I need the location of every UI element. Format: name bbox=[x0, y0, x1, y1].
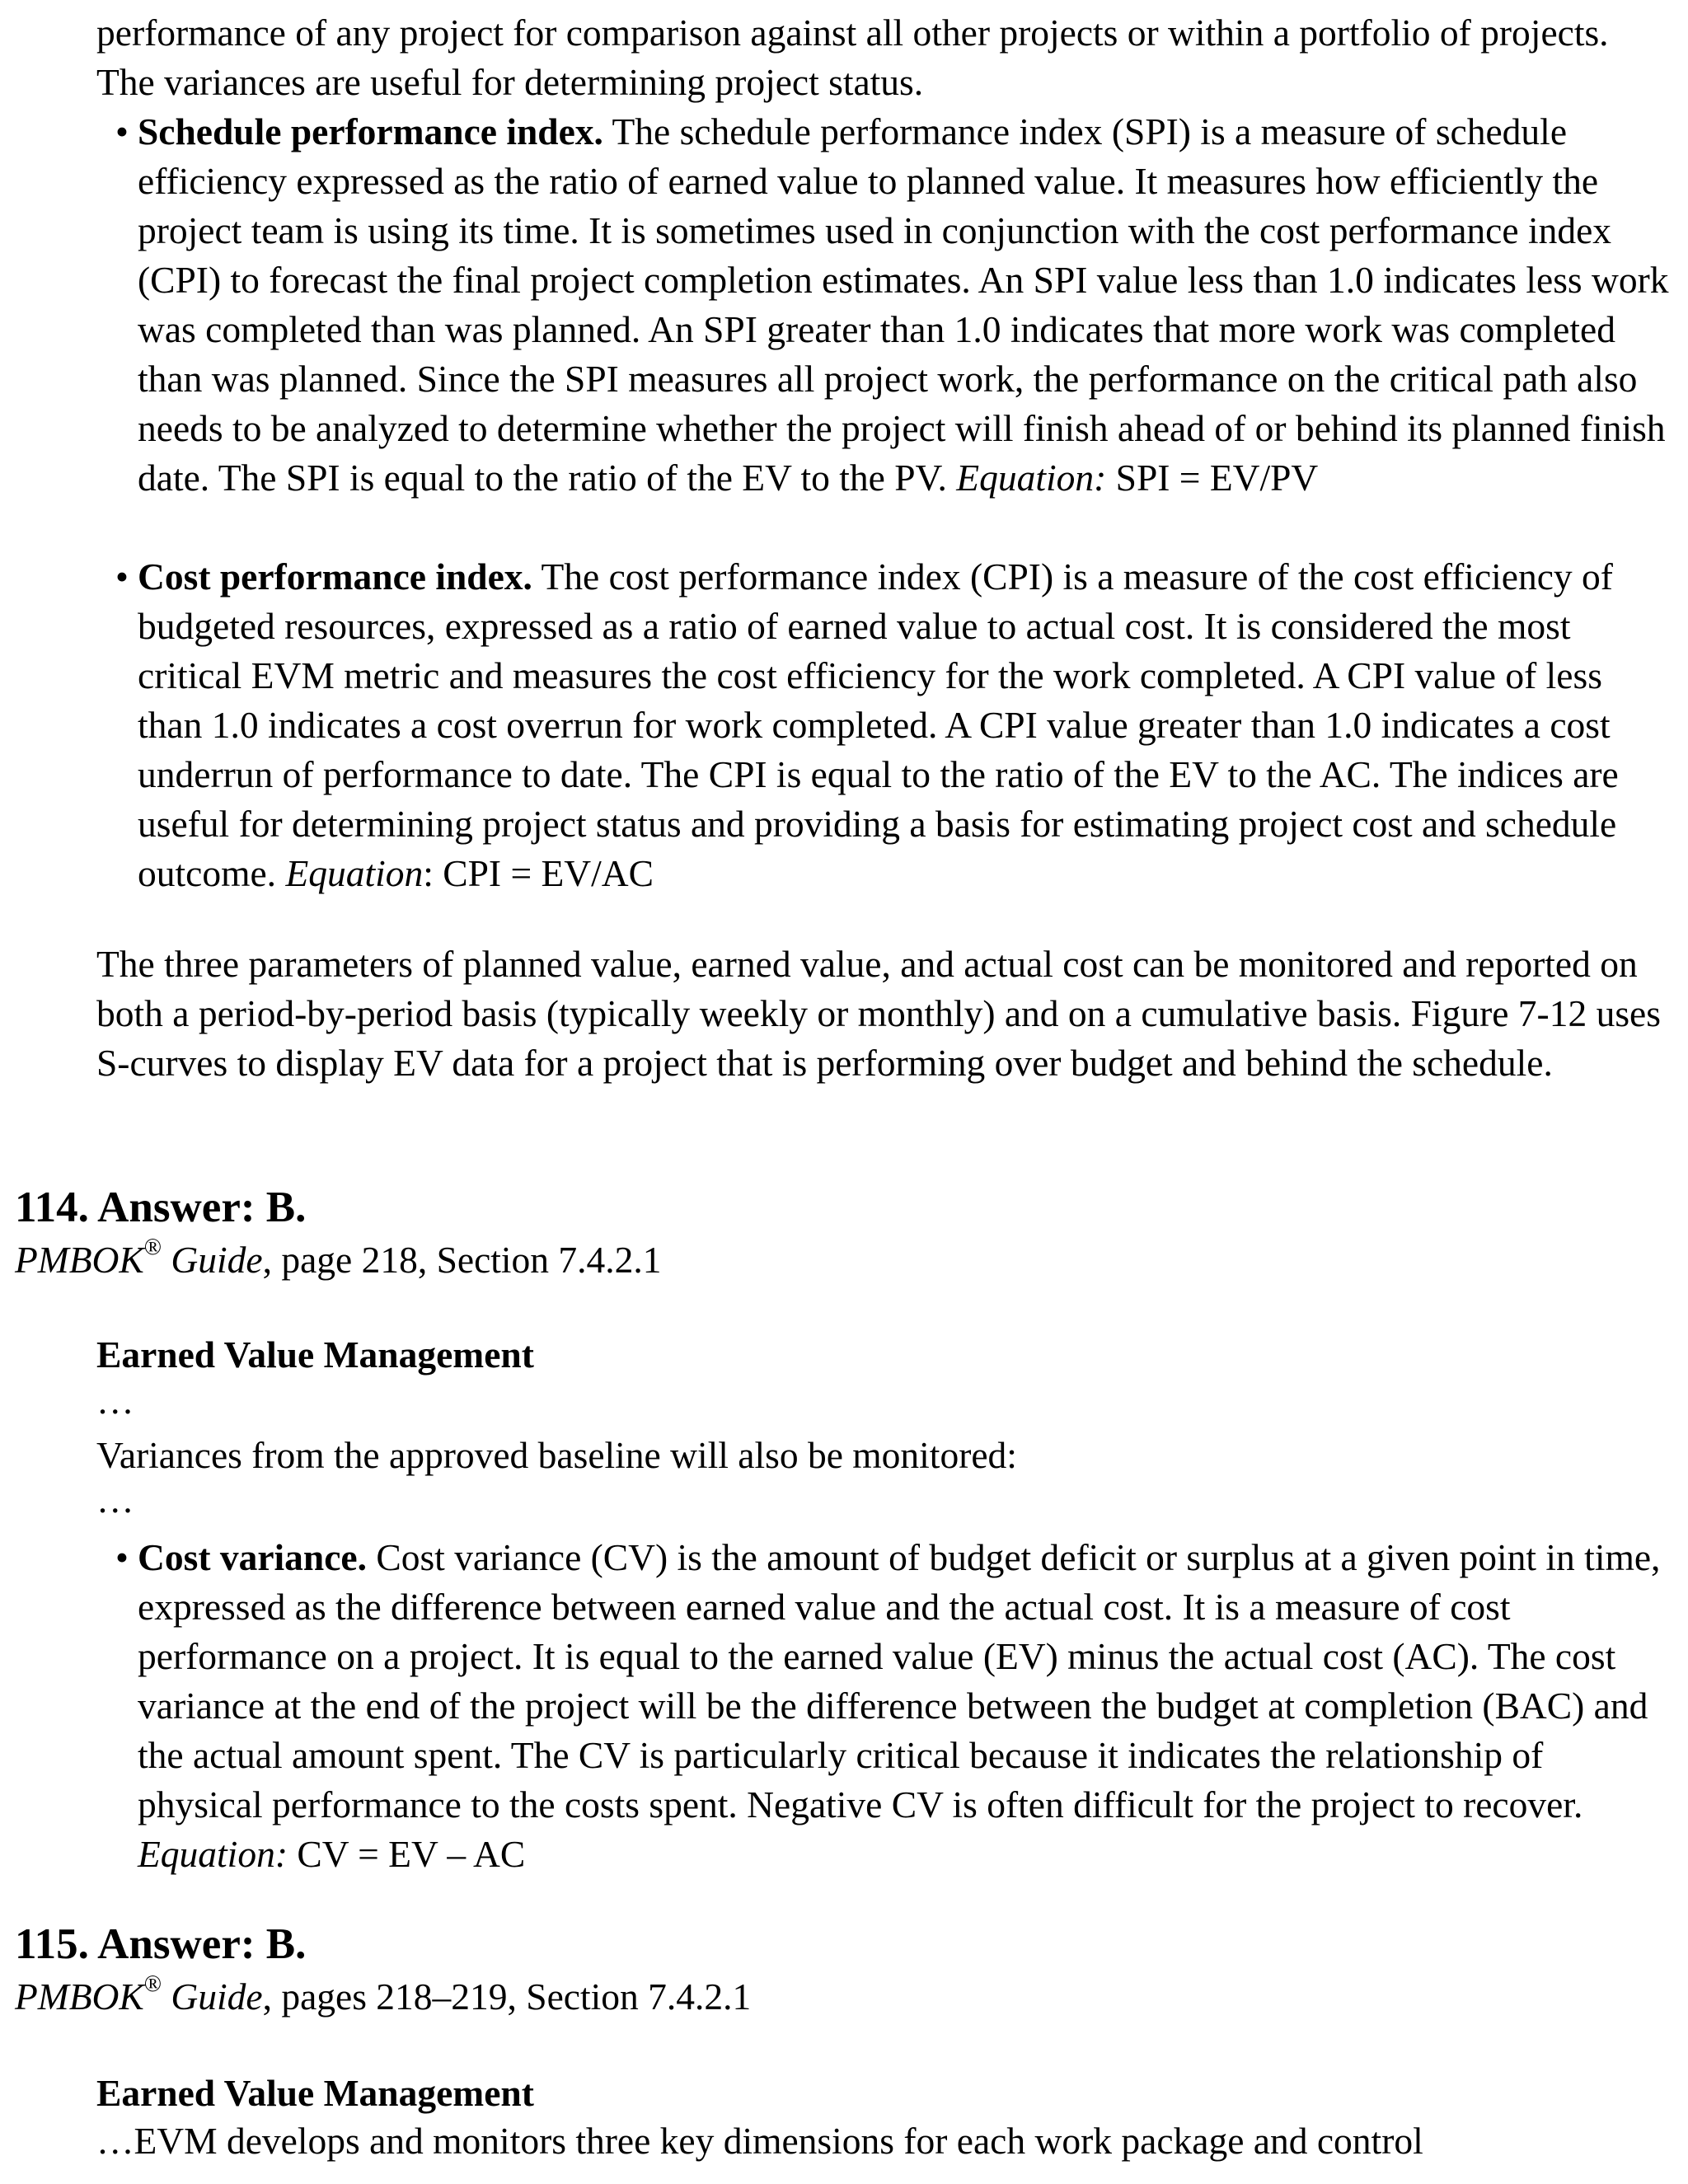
answer-115-subheading: Earned Value Management bbox=[96, 2072, 534, 2114]
ref-guide-word: Guide bbox=[161, 1239, 263, 1281]
cpi-bullet-item bbox=[0, 552, 1688, 898]
answer-114-subheading: Earned Value Management bbox=[96, 1333, 534, 1376]
cpi-equation: : CPI = EV/AC bbox=[423, 852, 654, 894]
bullet-glyph: • bbox=[115, 555, 129, 598]
ref-book-title: PMBOK bbox=[15, 1975, 144, 2018]
cv-term: Cost variance. bbox=[138, 1536, 367, 1578]
spi-equation: SPI = EV/PV bbox=[1106, 457, 1319, 499]
cv-body: Cost variance (CV) is the amount of budget deficit or surplus at a given point in time, expressed as the difference between earned value and the actual cost. It is a measure of cost performance on a project. It is equal to the earned value (EV) minus the actual cost (AC). The cost variance at the end of the project will be the difference between the budget at completion (BAC) and the actual amount spent. The CV is particularly critical because it indicates the relationship of physical performance to the costs spent. Negative CV is often difficult for the project to recover. bbox=[138, 1536, 1661, 1825]
bullet-glyph: • bbox=[115, 1536, 129, 1578]
spi-equation-label: Equation: bbox=[956, 457, 1107, 499]
answer-115-reference bbox=[0, 1971, 751, 2022]
intro-paragraph bbox=[0, 8, 1688, 107]
registered-mark: ® bbox=[143, 1971, 162, 1997]
cpi-term: Cost performance index. bbox=[138, 555, 532, 598]
bullet-glyph: • bbox=[115, 110, 129, 152]
registered-mark: ® bbox=[143, 1234, 162, 1260]
answer-114-reference bbox=[0, 1235, 662, 1286]
answer-114-heading: 114. Answer: B. bbox=[15, 1183, 307, 1231]
ref-location: , pages 218–219, Section 7.4.2.1 bbox=[262, 1975, 752, 2018]
parameters-paragraph bbox=[0, 940, 1688, 1088]
intro-text: performance of any project for comparison against all other projects or within a portfolio of projects. The variances are useful for determining project status. bbox=[96, 12, 1609, 103]
ellipsis: … bbox=[96, 1380, 134, 1422]
ref-location: , page 218, Section 7.4.2.1 bbox=[262, 1239, 662, 1281]
spi-term: Schedule performance index. bbox=[138, 110, 603, 152]
variances-line: Variances from the approved baseline will also be monitored: bbox=[96, 1434, 1017, 1476]
cv-bullet-item bbox=[0, 1533, 1688, 1879]
cv-equation: CV = EV – AC bbox=[287, 1833, 526, 1875]
spi-bullet-item bbox=[0, 107, 1688, 503]
parameters-text: The three parameters of planned value, earned value, and actual cost can be monitored and reported on both a period-by-period basis (typically weekly or monthly) and on a cumulative basis. Figure 7-12 uses S-curves to display EV data for a project that is performing over budget and behind the schedule. bbox=[96, 943, 1661, 1084]
evm-text-line: …EVM develops and monitors three key dimensions for each work package and control bbox=[96, 2120, 1423, 2162]
spi-body: The schedule performance index (SPI) is a measure of schedule efficiency expressed as the ratio of earned value to planned value. It measures how efficiently the project team is using its time. It is sometimes used in conjunction with the cost performance index (CPI) to forecast the final project completion estimates. An SPI value less than 1.0 indicates less work was completed than was planned. An SPI greater than 1.0 indicates that more work was completed than was planned. Since the SPI measures all project work, the performance on the critical path also needs to be analyzed to determine whether the project will finish ahead of or behind its planned finish date. The SPI is equal to the ratio of the EV to the PV. bbox=[138, 110, 1669, 499]
cv-equation-label: Equation: bbox=[138, 1833, 288, 1875]
ref-book-title: PMBOK bbox=[15, 1239, 144, 1281]
cpi-equation-label: Equation bbox=[285, 852, 424, 894]
cpi-body: The cost performance index (CPI) is a measure of the cost efficiency of budgeted resources, expressed as a ratio of earned value to actual cost. It is considered the most critical EVM metric and measures the cost efficiency for the work completed. A CPI value of less than 1.0 indicates a cost overrun for work completed. A CPI value greater than 1.0 indicates a cost underrun of performance to date. The CPI is equal to the ratio of the EV to the AC. The indices are useful for determining project status and providing a basis for estimating project cost and schedule outcome. bbox=[138, 555, 1619, 894]
ellipsis: … bbox=[96, 1479, 134, 1521]
answer-115-heading: 115. Answer: B. bbox=[15, 1920, 307, 1968]
ref-guide-word: Guide bbox=[161, 1975, 263, 2018]
